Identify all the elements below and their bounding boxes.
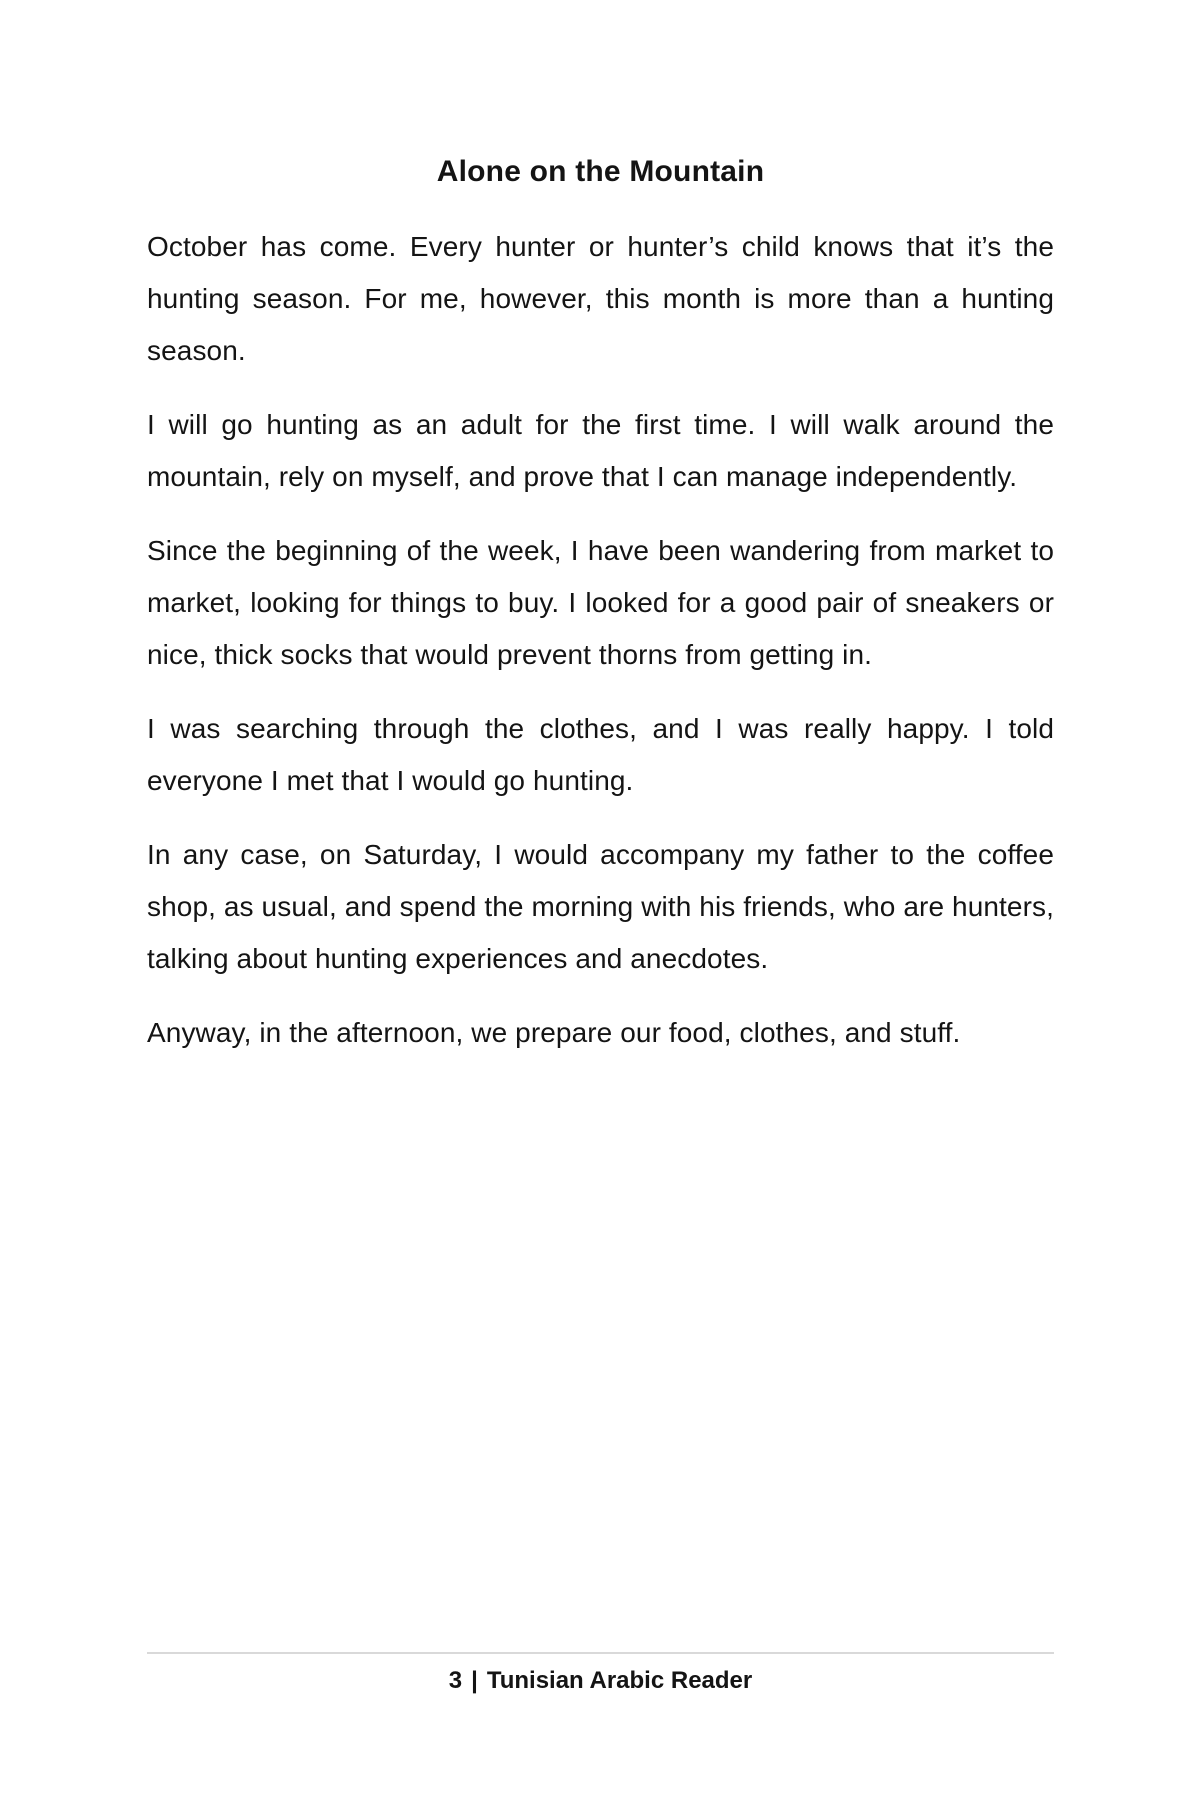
paragraph: Anyway, in the afternoon, we prepare our food, clothes, and stuff. (147, 1017, 961, 1048)
footer-separator: | (471, 1667, 478, 1694)
paragraph: I will go hunting as an adult for the first time. I will walk around the mountain, rely on myself, and prove that I can manage independently. (147, 409, 1054, 492)
page-footer (147, 1652, 1054, 1699)
page-number: 3 (448, 1667, 463, 1694)
footer-text (147, 1654, 1054, 1699)
paragraph: Since the beginning of the week, I have been wandering from market to market, looking for things to buy. I looked for a good pair of sneakers or nice, thick socks that would prevent thorns from getting in. (147, 535, 1054, 670)
page-title: Alone on the Mountain (436, 155, 765, 188)
paragraph: In any case, on Saturday, I would accompany my father to the coffee shop, as usual, and spend the morning with his friends, who are hunters, talking about hunting experiences and anecdotes. (147, 839, 1054, 974)
page-content (147, 0, 1054, 1081)
book-title: Tunisian Arabic Reader (486, 1667, 753, 1694)
paragraph: October has come. Every hunter or hunter’s child knows that it’s the hunting season. For me, however, this month is more than a hunting season. (147, 231, 1054, 366)
paragraph: I was searching through the clothes, and I was really happy. I told everyone I met that I would go hunting. (147, 713, 1054, 796)
